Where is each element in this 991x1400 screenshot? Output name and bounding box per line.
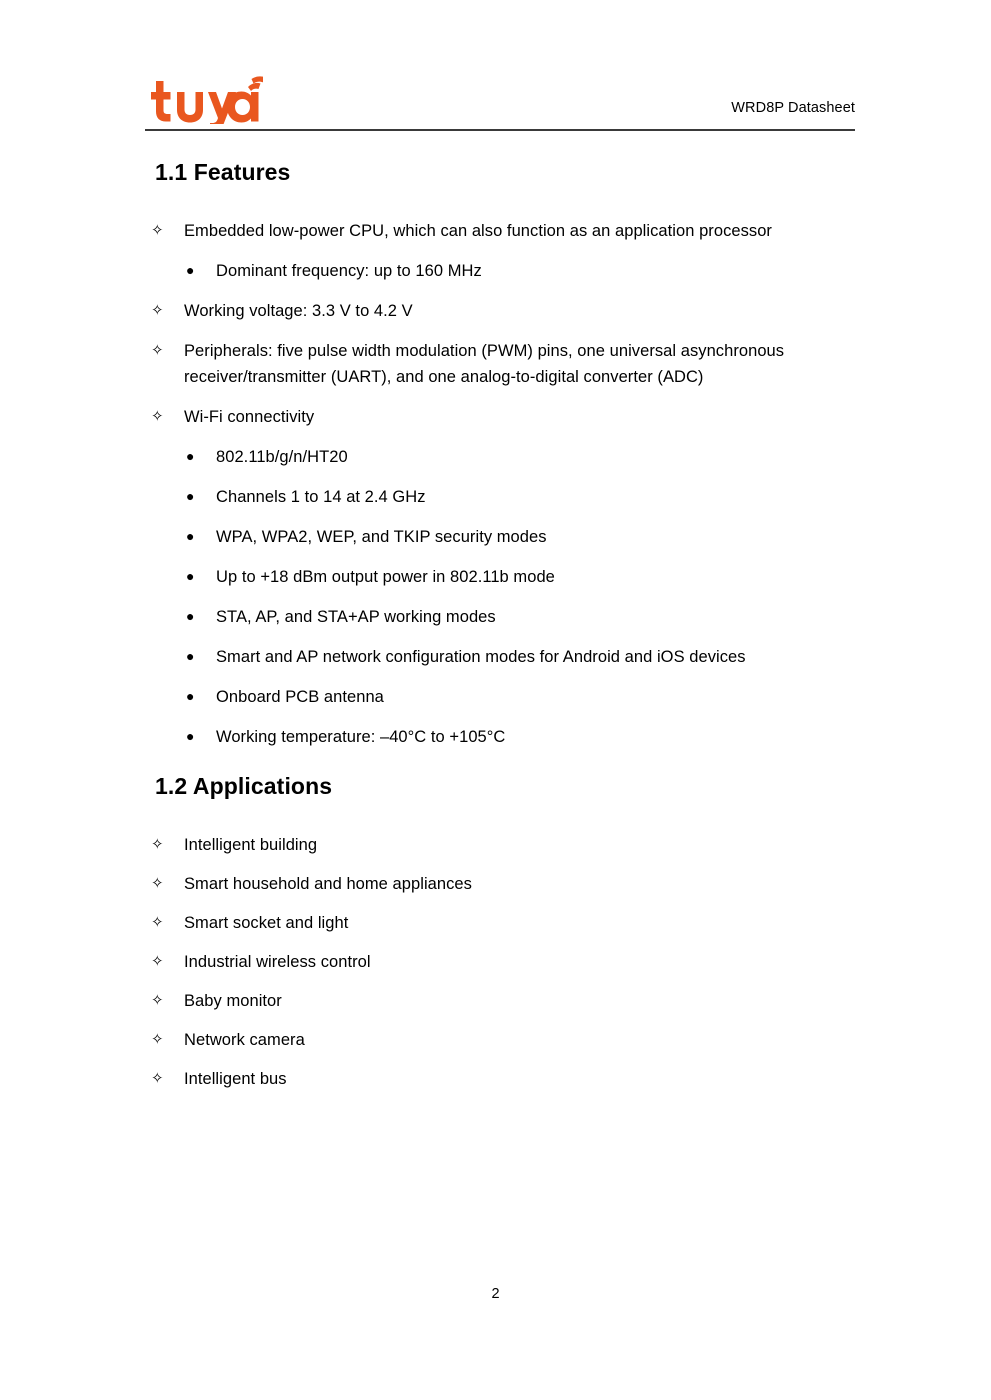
list-item-text: STA, AP, and STA+AP working modes — [216, 608, 496, 626]
list-item-text: Network camera — [184, 1031, 305, 1049]
applications-list — [0, 832, 991, 1105]
dot-bullet-icon: ● — [186, 728, 195, 744]
list-item-text: Intelligent bus — [184, 1070, 287, 1088]
diamond-bullet-icon: ✧ — [151, 408, 164, 425]
dot-bullet-icon: ● — [186, 608, 195, 624]
list-item — [0, 1066, 991, 1092]
list-item — [0, 910, 991, 936]
diamond-bullet-icon: ✧ — [151, 914, 164, 931]
list-item-text: Onboard PCB antenna — [216, 688, 384, 706]
list-item — [0, 988, 991, 1014]
dot-bullet-icon: ● — [186, 448, 195, 464]
list-item-text: Embedded low-power CPU, which can also function as an application processor — [184, 222, 772, 240]
dot-bullet-icon: ● — [186, 648, 195, 664]
list-item — [0, 298, 991, 324]
list-item — [0, 724, 991, 750]
list-item — [0, 444, 991, 470]
list-item — [0, 1027, 991, 1053]
diamond-bullet-icon: ✧ — [151, 992, 164, 1009]
list-item — [0, 404, 991, 430]
diamond-bullet-icon: ✧ — [151, 1070, 164, 1087]
list-item-text: Up to +18 dBm output power in 802.11b mode — [216, 568, 555, 586]
dot-bullet-icon: ● — [186, 488, 195, 504]
list-item-text: Working temperature: –40°C to +105°C — [216, 728, 506, 746]
page-number: 2 — [491, 1286, 500, 1302]
diamond-bullet-icon: ✧ — [151, 302, 164, 319]
header-document-title: WRD8P Datasheet — [731, 100, 855, 116]
list-item — [0, 564, 991, 590]
list-item — [0, 484, 991, 510]
diamond-bullet-icon: ✧ — [151, 342, 164, 359]
list-item — [0, 871, 991, 897]
list-item-text: Wi-Fi connectivity — [184, 408, 315, 426]
list-item-text: Dominant frequency: up to 160 MHz — [216, 262, 482, 280]
features-list — [0, 218, 991, 764]
list-item-text: Baby monitor — [184, 992, 282, 1010]
list-item — [0, 949, 991, 975]
diamond-bullet-icon: ✧ — [151, 953, 164, 970]
section-heading-features: 1.1 Features — [155, 159, 291, 185]
list-item-text: Intelligent building — [184, 836, 318, 854]
list-item-text: Peripherals: five pulse width modulation (PWM) pins, one universal asynchronous receiver/transmitter (UART), and one analog-to-digital converter (ADC) — [184, 342, 785, 386]
page-header — [145, 72, 855, 134]
list-item-text: 802.11b/g/n/HT20 — [216, 448, 348, 466]
list-item — [0, 604, 991, 630]
diamond-bullet-icon: ✧ — [151, 836, 164, 853]
diamond-bullet-icon: ✧ — [151, 875, 164, 892]
diamond-bullet-icon: ✧ — [151, 1031, 164, 1048]
list-item — [0, 218, 991, 244]
list-item — [0, 684, 991, 710]
list-item — [0, 338, 991, 390]
list-item-text: Working voltage: 3.3 V to 4.2 V — [184, 302, 413, 320]
header-divider — [145, 129, 855, 131]
section-heading-applications: 1.2 Applications — [155, 773, 333, 799]
list-item-text: Industrial wireless control — [184, 953, 371, 971]
diamond-bullet-icon: ✧ — [151, 222, 164, 239]
dot-bullet-icon: ● — [186, 568, 195, 584]
list-item-text: WPA, WPA2, WEP, and TKIP security modes — [216, 528, 547, 546]
dot-bullet-icon: ● — [186, 528, 195, 544]
list-item-text: Channels 1 to 14 at 2.4 GHz — [216, 488, 426, 506]
dot-bullet-icon: ● — [186, 688, 195, 704]
list-item — [0, 832, 991, 858]
list-item-text: Smart socket and light — [184, 914, 349, 932]
list-item — [0, 644, 991, 670]
dot-bullet-icon: ● — [186, 262, 195, 278]
list-item — [0, 524, 991, 550]
list-item-text: Smart and AP network configuration modes for Android and iOS devices — [216, 648, 746, 666]
list-item — [0, 258, 991, 284]
tuya-logo — [148, 76, 263, 124]
list-item-text: Smart household and home appliances — [184, 875, 472, 893]
